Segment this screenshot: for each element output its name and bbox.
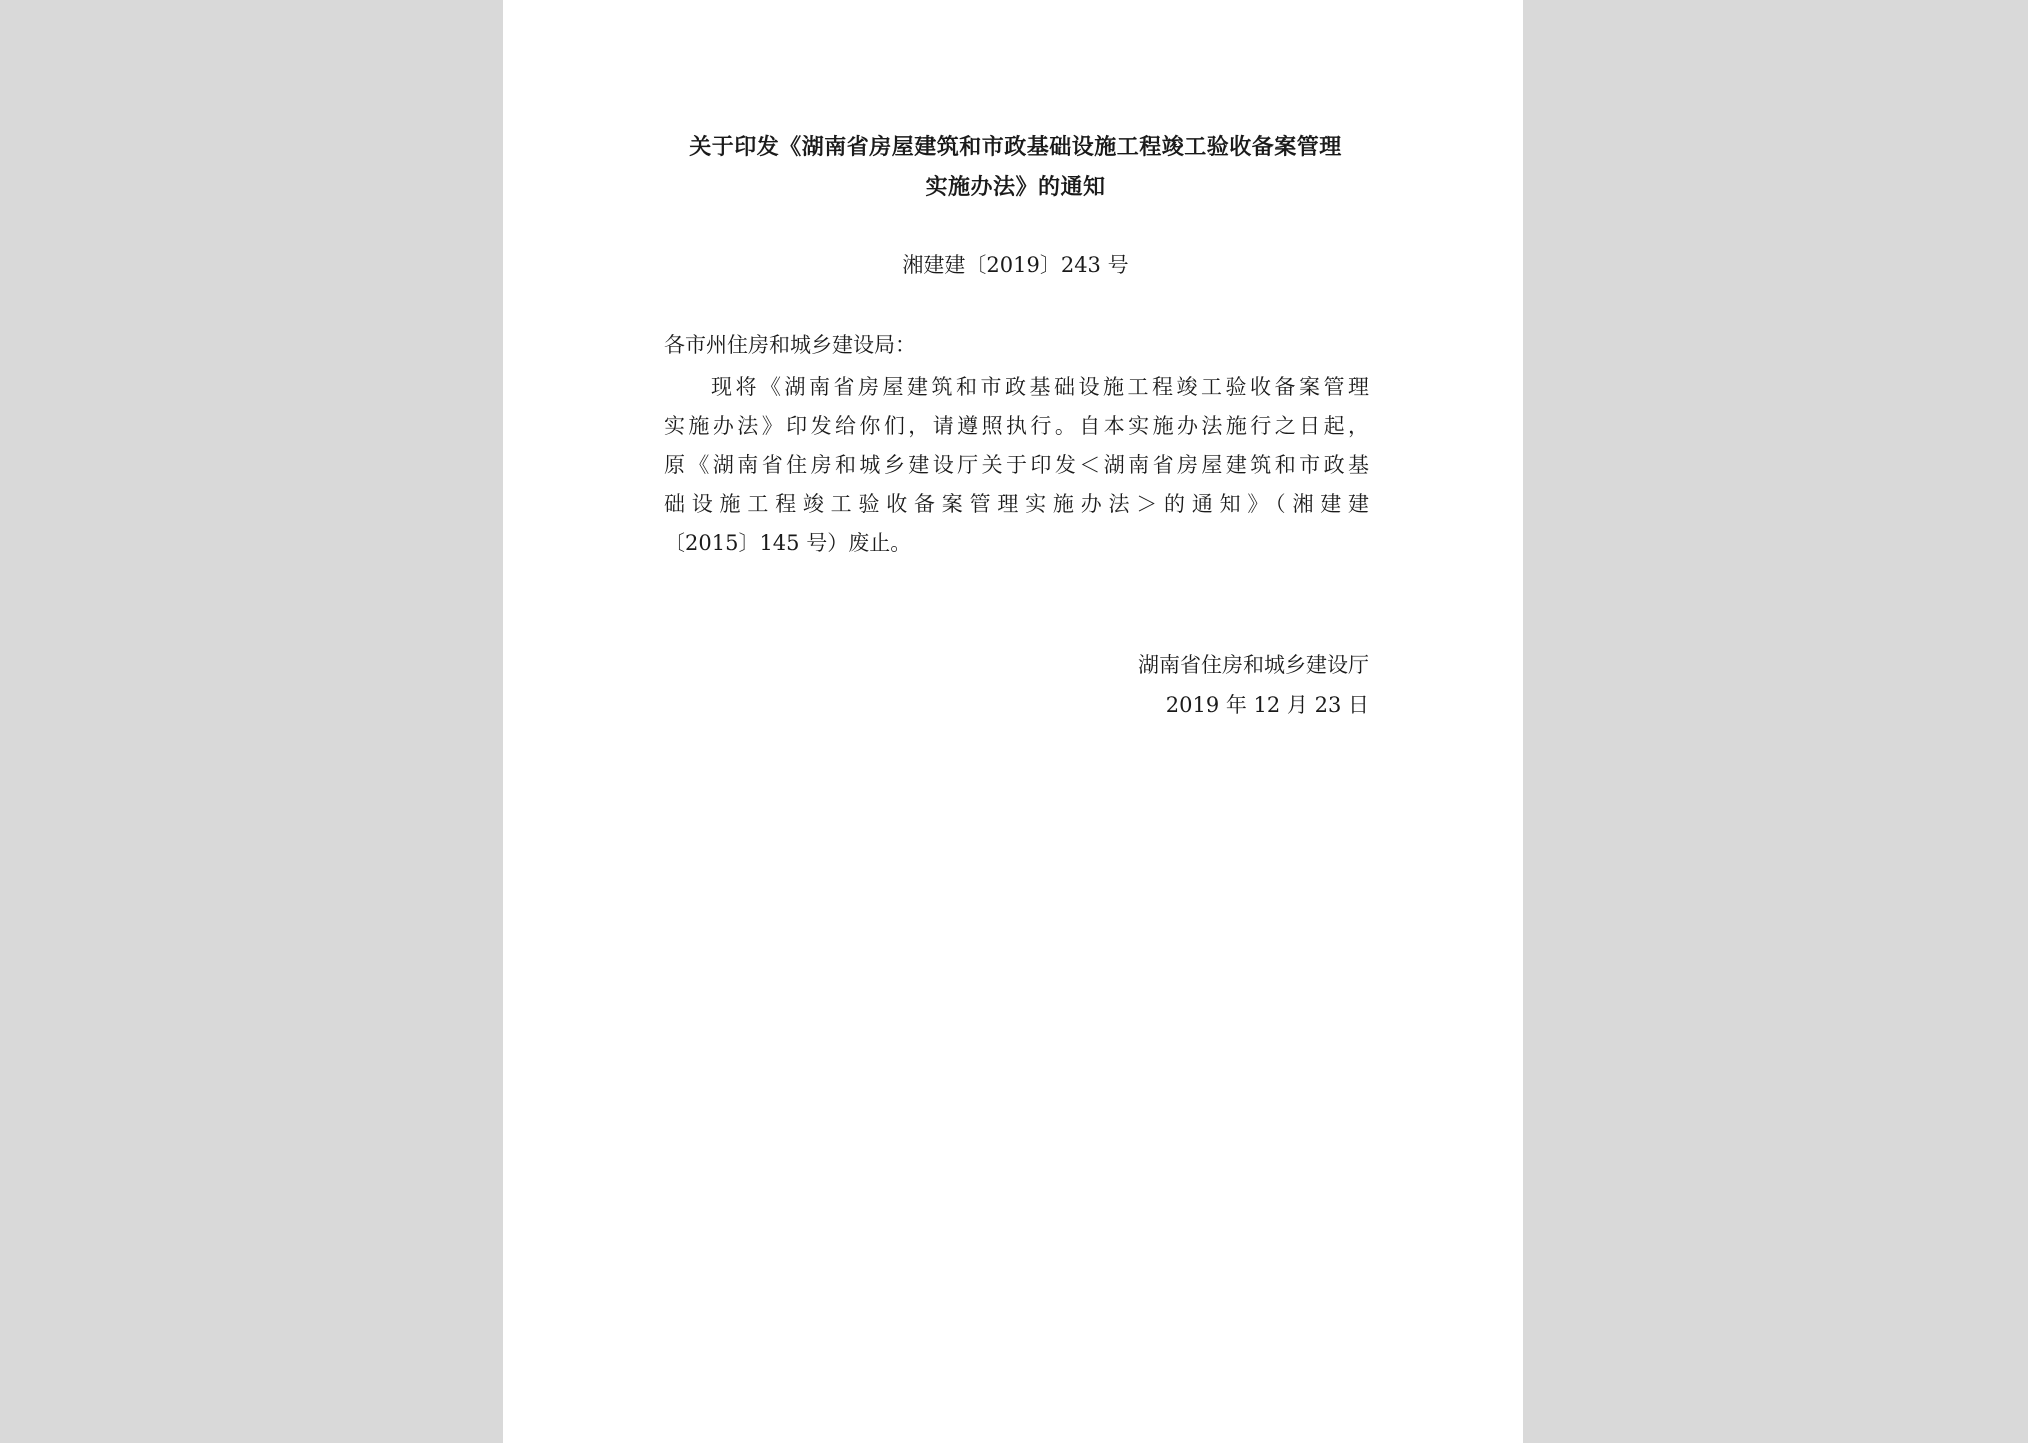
body-line-2: 实施办法》印发给你们，请遵照执行。自本实施办法施行之日起， [664,414,1369,438]
body-line-1: 现将《湖南省房屋建筑和市政基础设施工程竣工验收备案管理 [711,375,1369,399]
body-line-4: 础设施工程竣工验收备案管理实施办法＞的通知》（湘建建 [664,492,1369,516]
title-line-1: 关于印发《湖南省房屋建筑和市政基础设施工程竣工验收备案管理 [689,135,1342,160]
salutation: 各市州住房和城乡建设局： [664,333,916,357]
title-line-2: 实施办法》的通知 [925,175,1106,200]
document-page [503,0,1523,1443]
body-line-3: 原《湖南省住房和城乡建设厅关于印发＜湖南省房屋建筑和市政基 [664,453,1369,477]
body-paragraph [664,368,1369,563]
document-number: 湘建建〔2019〕243 号 [902,253,1129,277]
signature-block [1063,645,1369,725]
body-line-5: 〔2015〕145 号）废止。 [664,531,912,555]
document-title [663,128,1368,208]
issue-date: 2019 年 12 月 23 日 [1165,693,1369,717]
issuer-name: 湖南省住房和城乡建设厅 [1138,653,1369,677]
